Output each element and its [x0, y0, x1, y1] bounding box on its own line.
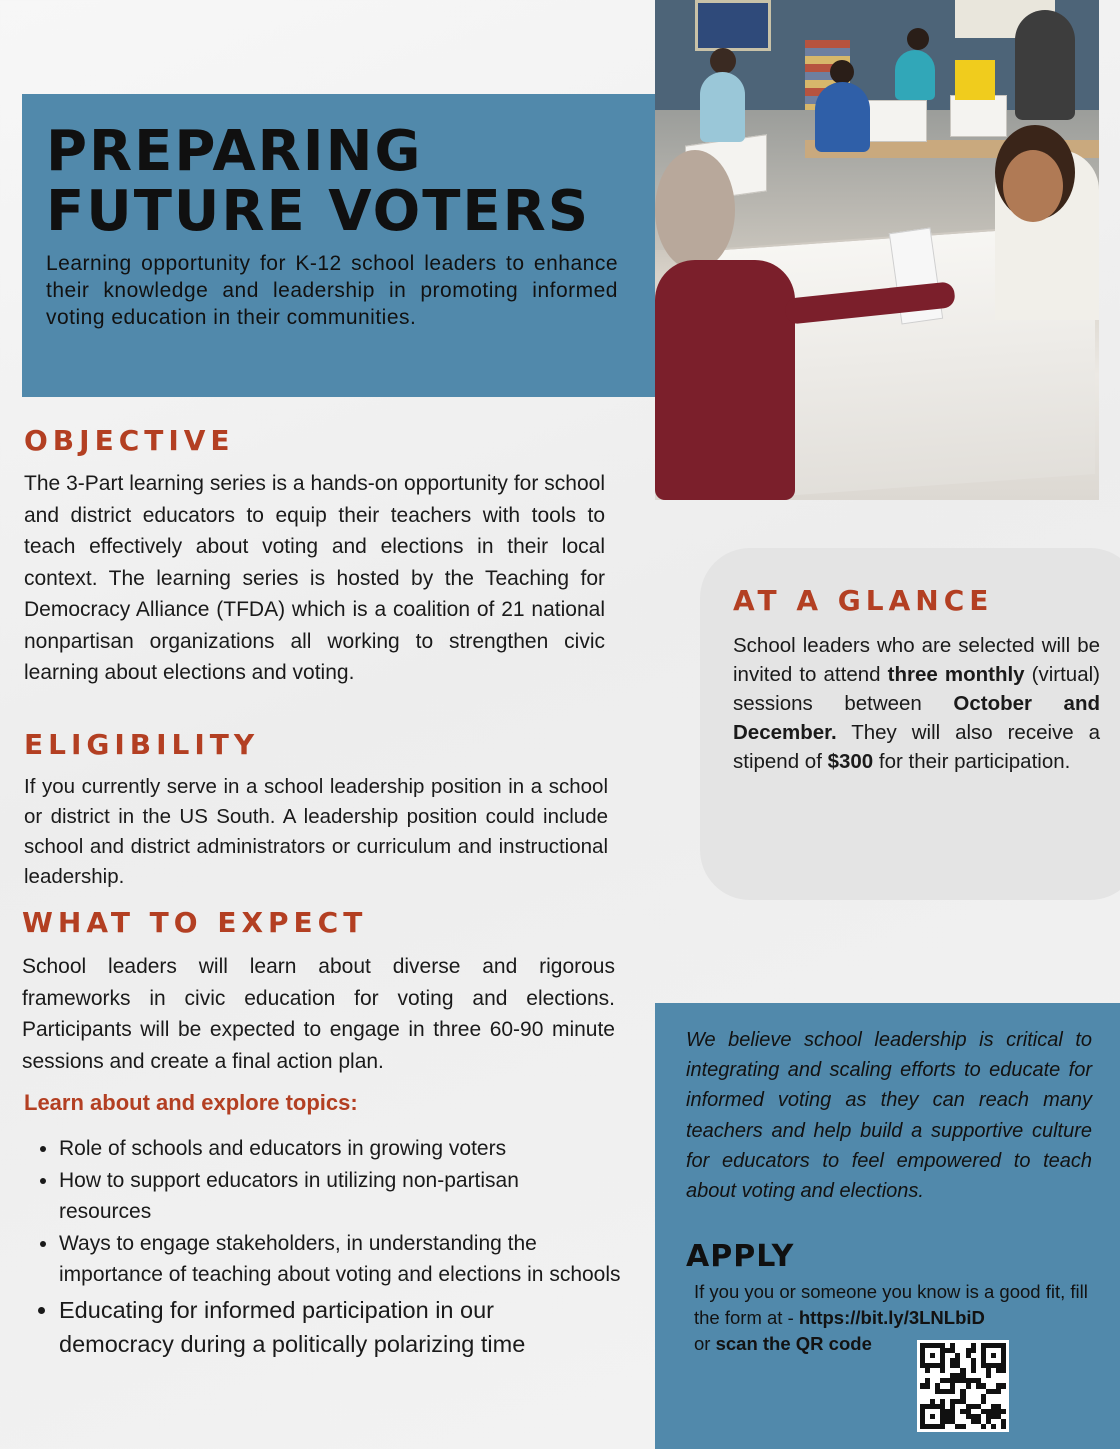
eligibility-text: If you currently serve in a school leadership position in a school or district in the US South. A leadership position could include school and district administrators or curriculum and instructional leadership.: [24, 775, 608, 888]
glance-bold-sessions: three monthly: [887, 663, 1025, 686]
apply-text-1: If you you or someone you know is a good fit, fill the form at -: [694, 1281, 1088, 1328]
title-line-1: PREPARING: [46, 119, 423, 184]
apply-panel: [655, 1003, 1120, 1449]
topic-item: • Role of schools and educators in growing voters: [59, 1133, 639, 1165]
qr-code[interactable]: [917, 1340, 1009, 1432]
topic-item: • How to support educators in utilizing non-partisan resources: [59, 1165, 529, 1228]
glance-text-2: (virtual) sessions between: [733, 663, 1100, 715]
objective-text: The 3-Part learning series is a hands-on opportunity for school and district educators to equip their teachers with tools to teach effectively about voting and elections in their local context. The learning series is hosted by the Teaching for Democracy Alliance (TFDA) which is a coalition of 21 national nonpartisan organizations all working to strengthen civic learning about elections and voting.: [24, 472, 605, 684]
hero-subtitle: Learning opportunity for K-12 school leaders to enhance their knowledge and leadership in promoting informed voting education in their communities.: [46, 252, 618, 329]
glance-bold-stipend: $300: [827, 750, 874, 773]
topic-item: • Ways to engage stakeholders, in understanding the importance of teaching about voting and elections in schools: [59, 1228, 639, 1291]
page-title: [46, 119, 591, 244]
title-line-2: FUTURE VOTERS: [46, 179, 591, 244]
apply-scan-label: scan the QR code: [715, 1333, 872, 1354]
glance-bold-months: October and December.: [733, 692, 1100, 744]
objective-heading: OBJECTIVE: [24, 424, 235, 457]
hero-banner: [22, 94, 655, 397]
at-a-glance-panel: [700, 548, 1120, 900]
apply-link[interactable]: https://bit.ly/3LNLbiD: [798, 1307, 985, 1328]
leadership-quote: We believe school leadership is critical to integrating and scaling efforts to educate for informed voting as they can reach many teachers and help build a supportive culture for educators to feel empowered to teach about voting and elections.: [686, 1029, 1092, 1203]
topic-item: • Educating for informed participation in our democracy during a politically polarizing time: [59, 1293, 579, 1361]
glance-text-4: for their participation.: [873, 750, 1071, 773]
at-a-glance-text: [733, 631, 1100, 776]
what-to-expect-text: School leaders will learn about diverse and rigorous frameworks in civic education for voting and elections. Participants will be expected to engage in three 60-90 minute sessions and create a final action plan.: [22, 955, 615, 1073]
apply-heading: APPLY: [686, 1239, 795, 1274]
glance-text-3: They will also receive a stipend of: [733, 721, 1100, 773]
what-to-expect-heading: WHAT TO EXPECT: [22, 906, 368, 939]
qr-module: [1001, 1424, 1006, 1429]
apply-instructions: [694, 1279, 1104, 1357]
topics-heading: Learn about and explore topics:: [24, 1090, 358, 1115]
classroom-photo: [655, 0, 1099, 500]
topics-list: [24, 1133, 639, 1361]
eligibility-heading: ELIGIBILITY: [24, 728, 260, 761]
at-a-glance-heading: AT A GLANCE: [733, 584, 994, 617]
apply-text-2: or: [694, 1333, 716, 1354]
glance-text-1: School leaders who are selected will be invited to attend: [733, 634, 1100, 686]
